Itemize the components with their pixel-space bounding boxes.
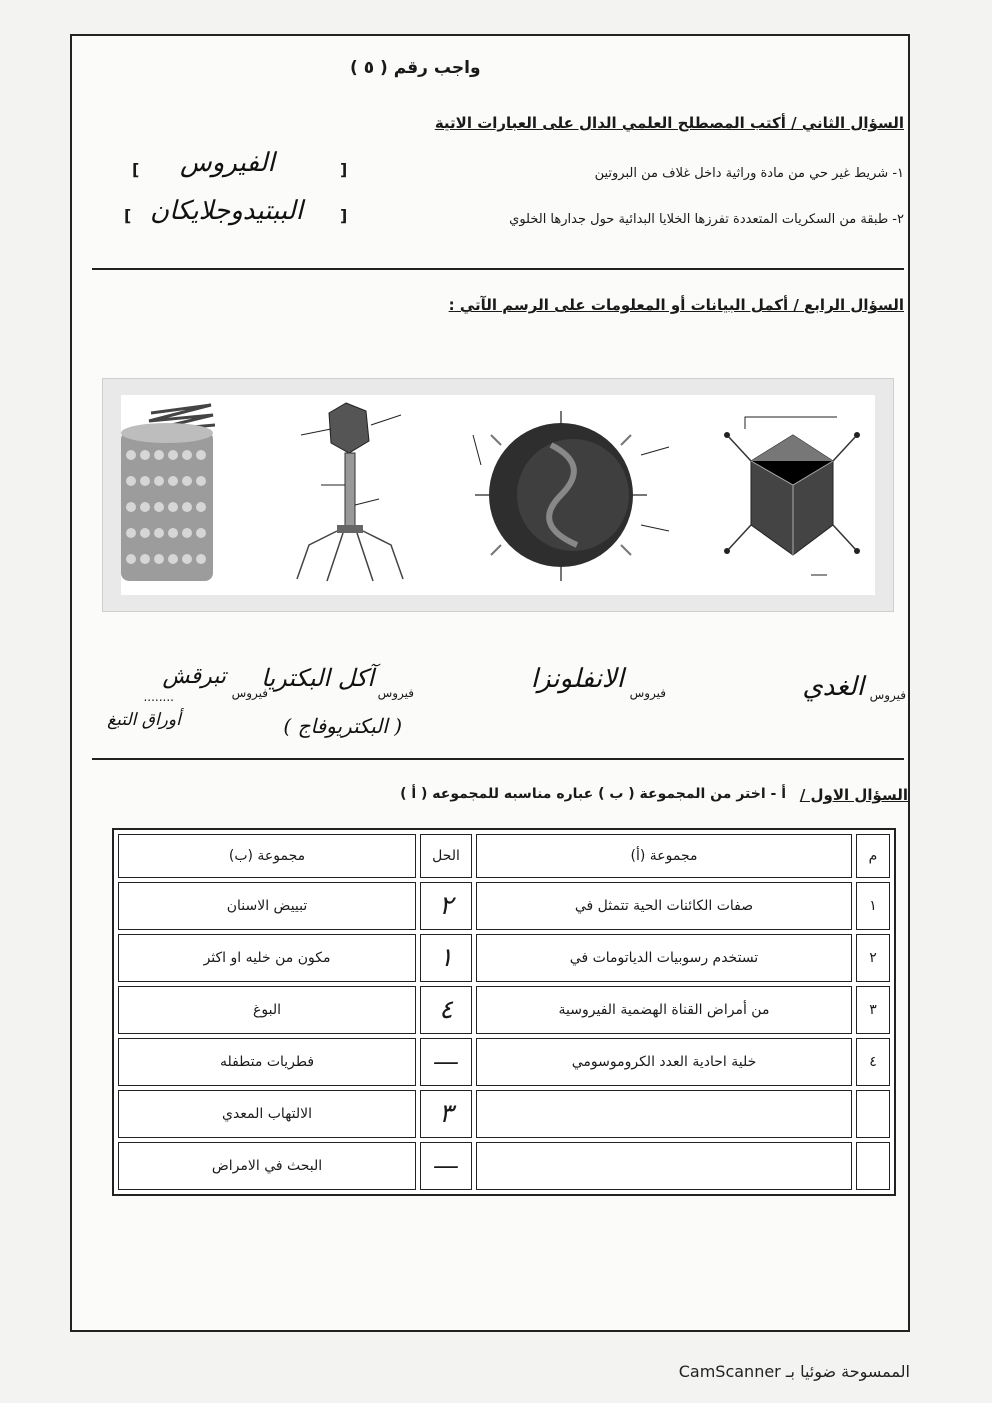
q2-answer-1: الفيروس [180,148,275,178]
virus-illustrations [121,395,875,595]
answer-cell: — [420,1038,472,1086]
table-row [118,934,890,982]
caption-flu-prefix: فيروس [629,686,666,700]
header-num: م [856,834,890,878]
row-num: ٣ [856,986,890,1034]
bracket-close: ] [132,160,140,179]
caption-flu-answer: الانفلونزا [530,664,624,694]
group-b-cell: فطريات متطفله [118,1038,416,1086]
group-a-cell [476,1142,852,1190]
caption-tmv-dots: ........ [143,690,174,704]
row-num [856,1142,890,1190]
matching-table [112,828,896,1196]
caption-phage-prefix: فيروس [377,686,414,700]
q2-item-1: ١- شريط غير حي من مادة وراثية داخل غلاف من البروتين [594,166,904,181]
table-row [118,986,890,1034]
caption-adeno-prefix: فيروس [869,688,906,702]
assignment-title: واجب رقم ( ٥ ) [350,58,481,78]
caption-adeno-answer: الغدي [802,672,864,702]
group-a-cell: من أمراض القناة الهضمية الفيروسية [476,986,852,1034]
row-num [856,1090,890,1138]
caption-phage-answer: آكل البكتريا [261,664,374,692]
q2-heading: السؤال الثاني / أكتب المصطلح العلمي الدال على العبارات الاتية [434,114,904,132]
caption-tmv-extra: أوراق التبغ [107,710,181,730]
bracket-open: [ [340,160,348,179]
caption-tmv-answer: تبرقش [162,664,226,689]
table-row [118,1090,890,1138]
q4-heading: السؤال الرابع / أكمل البيانات أو المعلومات على الرسم الآتي : [448,296,904,314]
q2-answer-2: الببتيدوجلايكان [150,196,303,226]
group-b-cell: الالتهاب المعدي [118,1090,416,1138]
caption-phage-extra: ( البكتريوفاج ) [283,714,402,738]
q1-heading: السؤال الاول / [799,786,908,804]
group-b-cell: البحث في الامراض [118,1142,416,1190]
header-group-b: مجموعة (ب) [118,834,416,878]
answer-cell: — [420,1142,472,1190]
group-a-cell: تستخدم رسوبيات الدياتومات في [476,934,852,982]
bracket-close: ] [124,206,132,225]
header-group-a: مجموعة (أ) [476,834,852,878]
bracket-open: [ [340,206,348,225]
header-answer: الحل [420,834,472,878]
divider [92,758,904,760]
q1-subheading: أ - اختر من المجموعة ( ب ) عباره مناسبه للمجموعه ( أ ) [400,786,786,802]
answer-cell: ١ [420,934,472,982]
camscanner-footer: الممسوحة ضوئيا بـ CamScanner [678,1362,910,1381]
table-row [118,1142,890,1190]
row-num: ٢ [856,934,890,982]
group-b-cell: تبييض الاسنان [118,882,416,930]
tobacco-mosaic-virus-drawing [121,405,215,581]
caption-tmv-prefix: فيروس [231,686,268,700]
virus-figure [102,378,894,612]
table-row [118,882,890,930]
table-row [118,1038,890,1086]
adenovirus-drawing [724,417,860,575]
answer-cell: ٢ [420,882,472,930]
row-num: ١ [856,882,890,930]
group-a-cell: خلية احادية العدد الكروموسومي [476,1038,852,1086]
divider [92,268,904,270]
group-b-cell: مكون من خليه او اكثر [118,934,416,982]
group-a-cell [476,1090,852,1138]
influenza-virus-drawing [473,411,669,581]
q2-item-2: ٢- طبقة من السكريات المتعددة تفرزها الخلايا البدائية حول جدارها الخلوي [509,212,904,227]
answer-cell: ٤ [420,986,472,1034]
answer-cell: ٣ [420,1090,472,1138]
group-a-cell: صفات الكائنات الحية تتمثل في [476,882,852,930]
table-header-row [118,834,890,878]
row-num: ٤ [856,1038,890,1086]
group-b-cell: البوغ [118,986,416,1034]
bacteriophage-drawing [297,403,403,581]
